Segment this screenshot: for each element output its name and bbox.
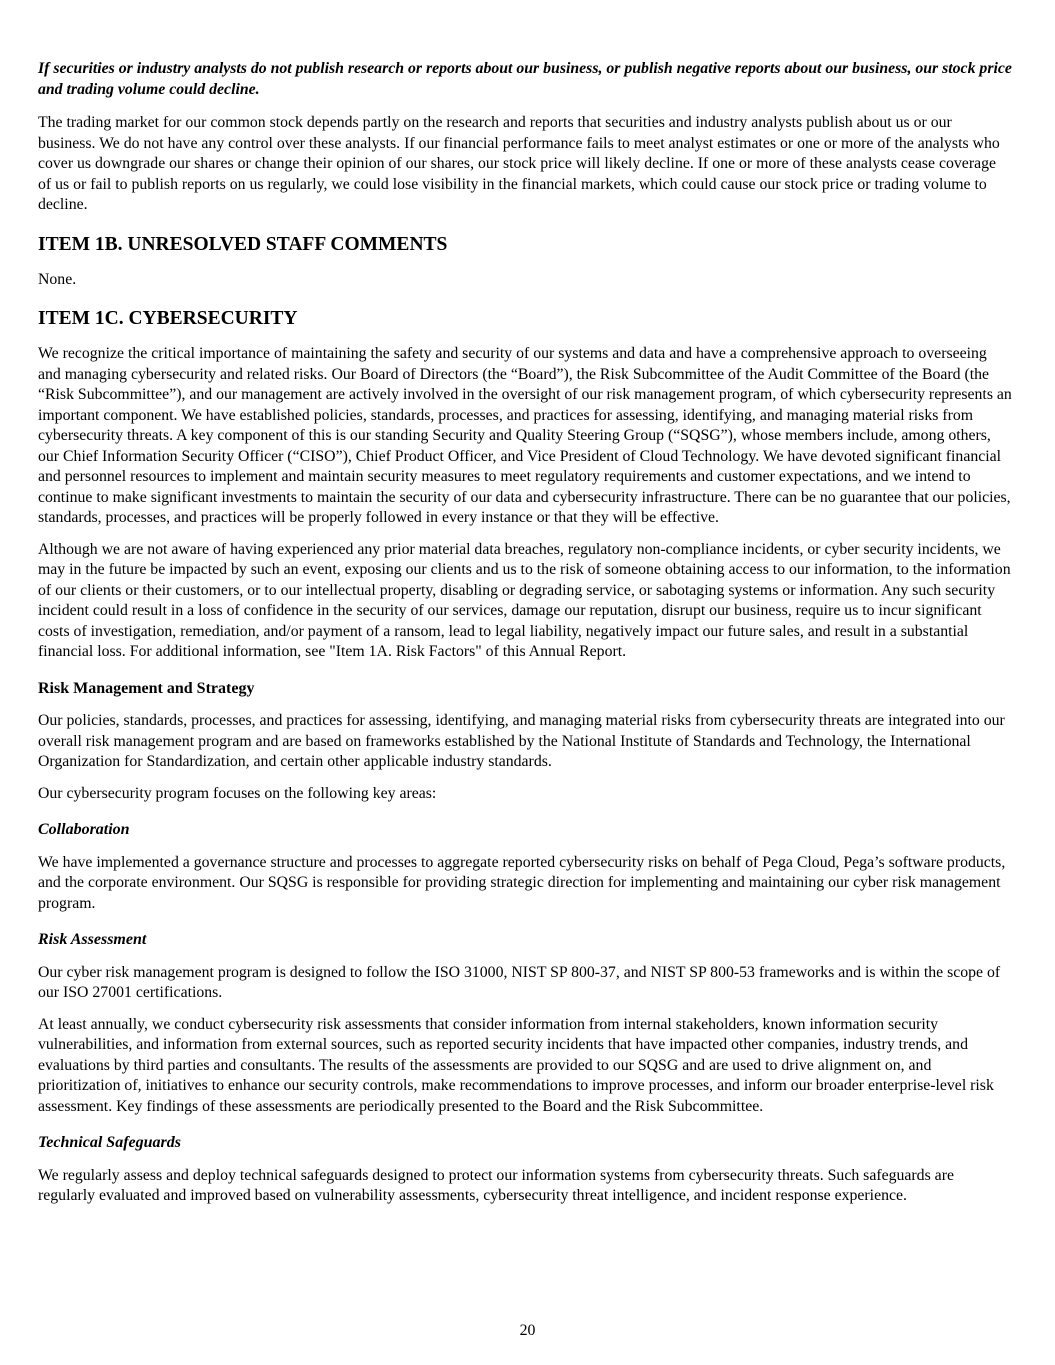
item-1b-heading: ITEM 1B. UNRESOLVED STAFF COMMENTS — [38, 233, 448, 255]
paragraph-collaboration: We have implemented a governance structure and processes to aggregate reported cybersecurity risks on behalf of Pega Cloud, Pega’s software products, and the corporate environment. Our SQSG is responsible for providing strategic direction for implementing and maintaining our cyber risk management program. — [38, 853, 1006, 912]
paragraph-iso-frameworks: Our cyber risk management program is designed to follow the ISO 31000, NIST SP 800-37, and NIST SP 800-53 frameworks and is within the scope of our ISO 27001 certifications. — [38, 963, 1001, 1001]
collaboration-heading: Collaboration — [38, 821, 130, 838]
paragraph-annual-assessments: At least annually, we conduct cybersecurity risk assessments that consider information from internal stakeholders, known information security vulnerabilities, and information from external sources, such as reported security incidents that have impacted other companies, industry trends, and evaluations by third parties and consultants. The results of the assessments are provided to our SQSG and are used to drive alignment on, and prioritization of, initiatives to enhance our security controls, make recommendations to improve processes, and inform our broader enterprise-level risk assessment. Key findings of these assessments are periodically presented to the Board and the Risk Subcommittee. — [38, 1015, 994, 1115]
paragraph-policies-frameworks: Our policies, standards, processes, and practices for assessing, identifying, and managing material risks from cybersecurity threats are integrated into our overall risk management program and are based on frameworks established by the National Institute of Standards and Technology, the International Organization for Standardization, and certain other applicable industry standards. — [38, 712, 1005, 770]
item-1c-heading: ITEM 1C. CYBERSECURITY — [38, 308, 298, 329]
paragraph-technical-safeguards: We regularly assess and deploy technical safeguards designed to protect our information systems from cybersecurity threats. Such safeguards are regularly evaluated and improved based on vulnerability assessments, cybersecurity threat intelligence, and incident response experience. — [38, 1166, 954, 1204]
paragraph-cybersecurity-incidents: Although we are not aware of having experienced any prior material data breaches, regulatory non-compliance incidents, or cyber security incidents, we may in the future be impacted by such an event, exposing our clients and us to the risk of someone obtaining access to our information, to the information of our clients or their customers, or to our intellectual property, disabling or degrading service, or sabotaging systems or information. Any such security incident could result in a loss of confidence in the security of our services, damage our reputation, disrupt our business, require us to incur significant costs of investigation, remediation, and/or payment of a ransom, lead to legal liability, negatively impact our future sales, and result in a substantial financial loss. For additional information, see "Item 1A. Risk Factors" of this Annual Report. — [38, 540, 1011, 660]
technical-safeguards-heading: Technical Safeguards — [38, 1134, 181, 1151]
risk-factor-lead-heading: If securities or industry analysts do not publish research or reports about our business, or publish negative reports about our business, our stock price and trading volume could decline. — [38, 60, 1012, 98]
page-number: 20 — [519, 1322, 536, 1339]
none-text: None. — [38, 270, 77, 288]
paragraph-cybersecurity-overview: We recognize the critical importance of maintaining the safety and security of our systems and data and have a comprehensive approach to overseeing and managing cybersecurity and related risks. Our Board of Directors (the “Board”), the Risk Subcommittee of the Audit Committee of the Board (the “Risk Subcommittee”), and our management are actively involved in the oversight of our risk management program, of which cybersecurity represents an important component. We have established policies, standards, processes, and practices for assessing, identifying, and managing material risks from cybersecurity threats. A key component of this is our standing Security and Quality Steering Group (“SQSG”), whose members include, among others, our Chief Information Security Officer (“CISO”), Chief Product Officer, and Vice President of Cloud Technology. We have devoted significant financial and personnel resources to implement and maintain security measures to meet regulatory requirements and customer expectations, and we intend to continue to make significant investments to maintain the security of our data and cybersecurity infrastructure. There can be no guarantee that our policies, standards, processes, and practices will be properly followed in every instance or that they will be effective. — [38, 345, 1012, 526]
paragraph-analyst-coverage: The trading market for our common stock depends partly on the research and reports that securities and industry analysts publish about us or our business. We do not have any control over these analysts. If our financial performance fails to meet analyst estimates or one or more of the analysts who cover us downgrade our shares or change their opinion of our shares, our stock price will likely decline. If one or more of these analysts cease coverage of us or fail to publish reports on us regularly, we could lose visibility in the financial markets, which could cause our stock price or trading volume to decline. — [38, 114, 1000, 213]
risk-assessment-heading: Risk Assessment — [38, 931, 147, 948]
paragraph-program-focus: Our cybersecurity program focuses on the following key areas: — [38, 784, 437, 802]
risk-management-strategy-heading: Risk Management and Strategy — [38, 679, 255, 697]
